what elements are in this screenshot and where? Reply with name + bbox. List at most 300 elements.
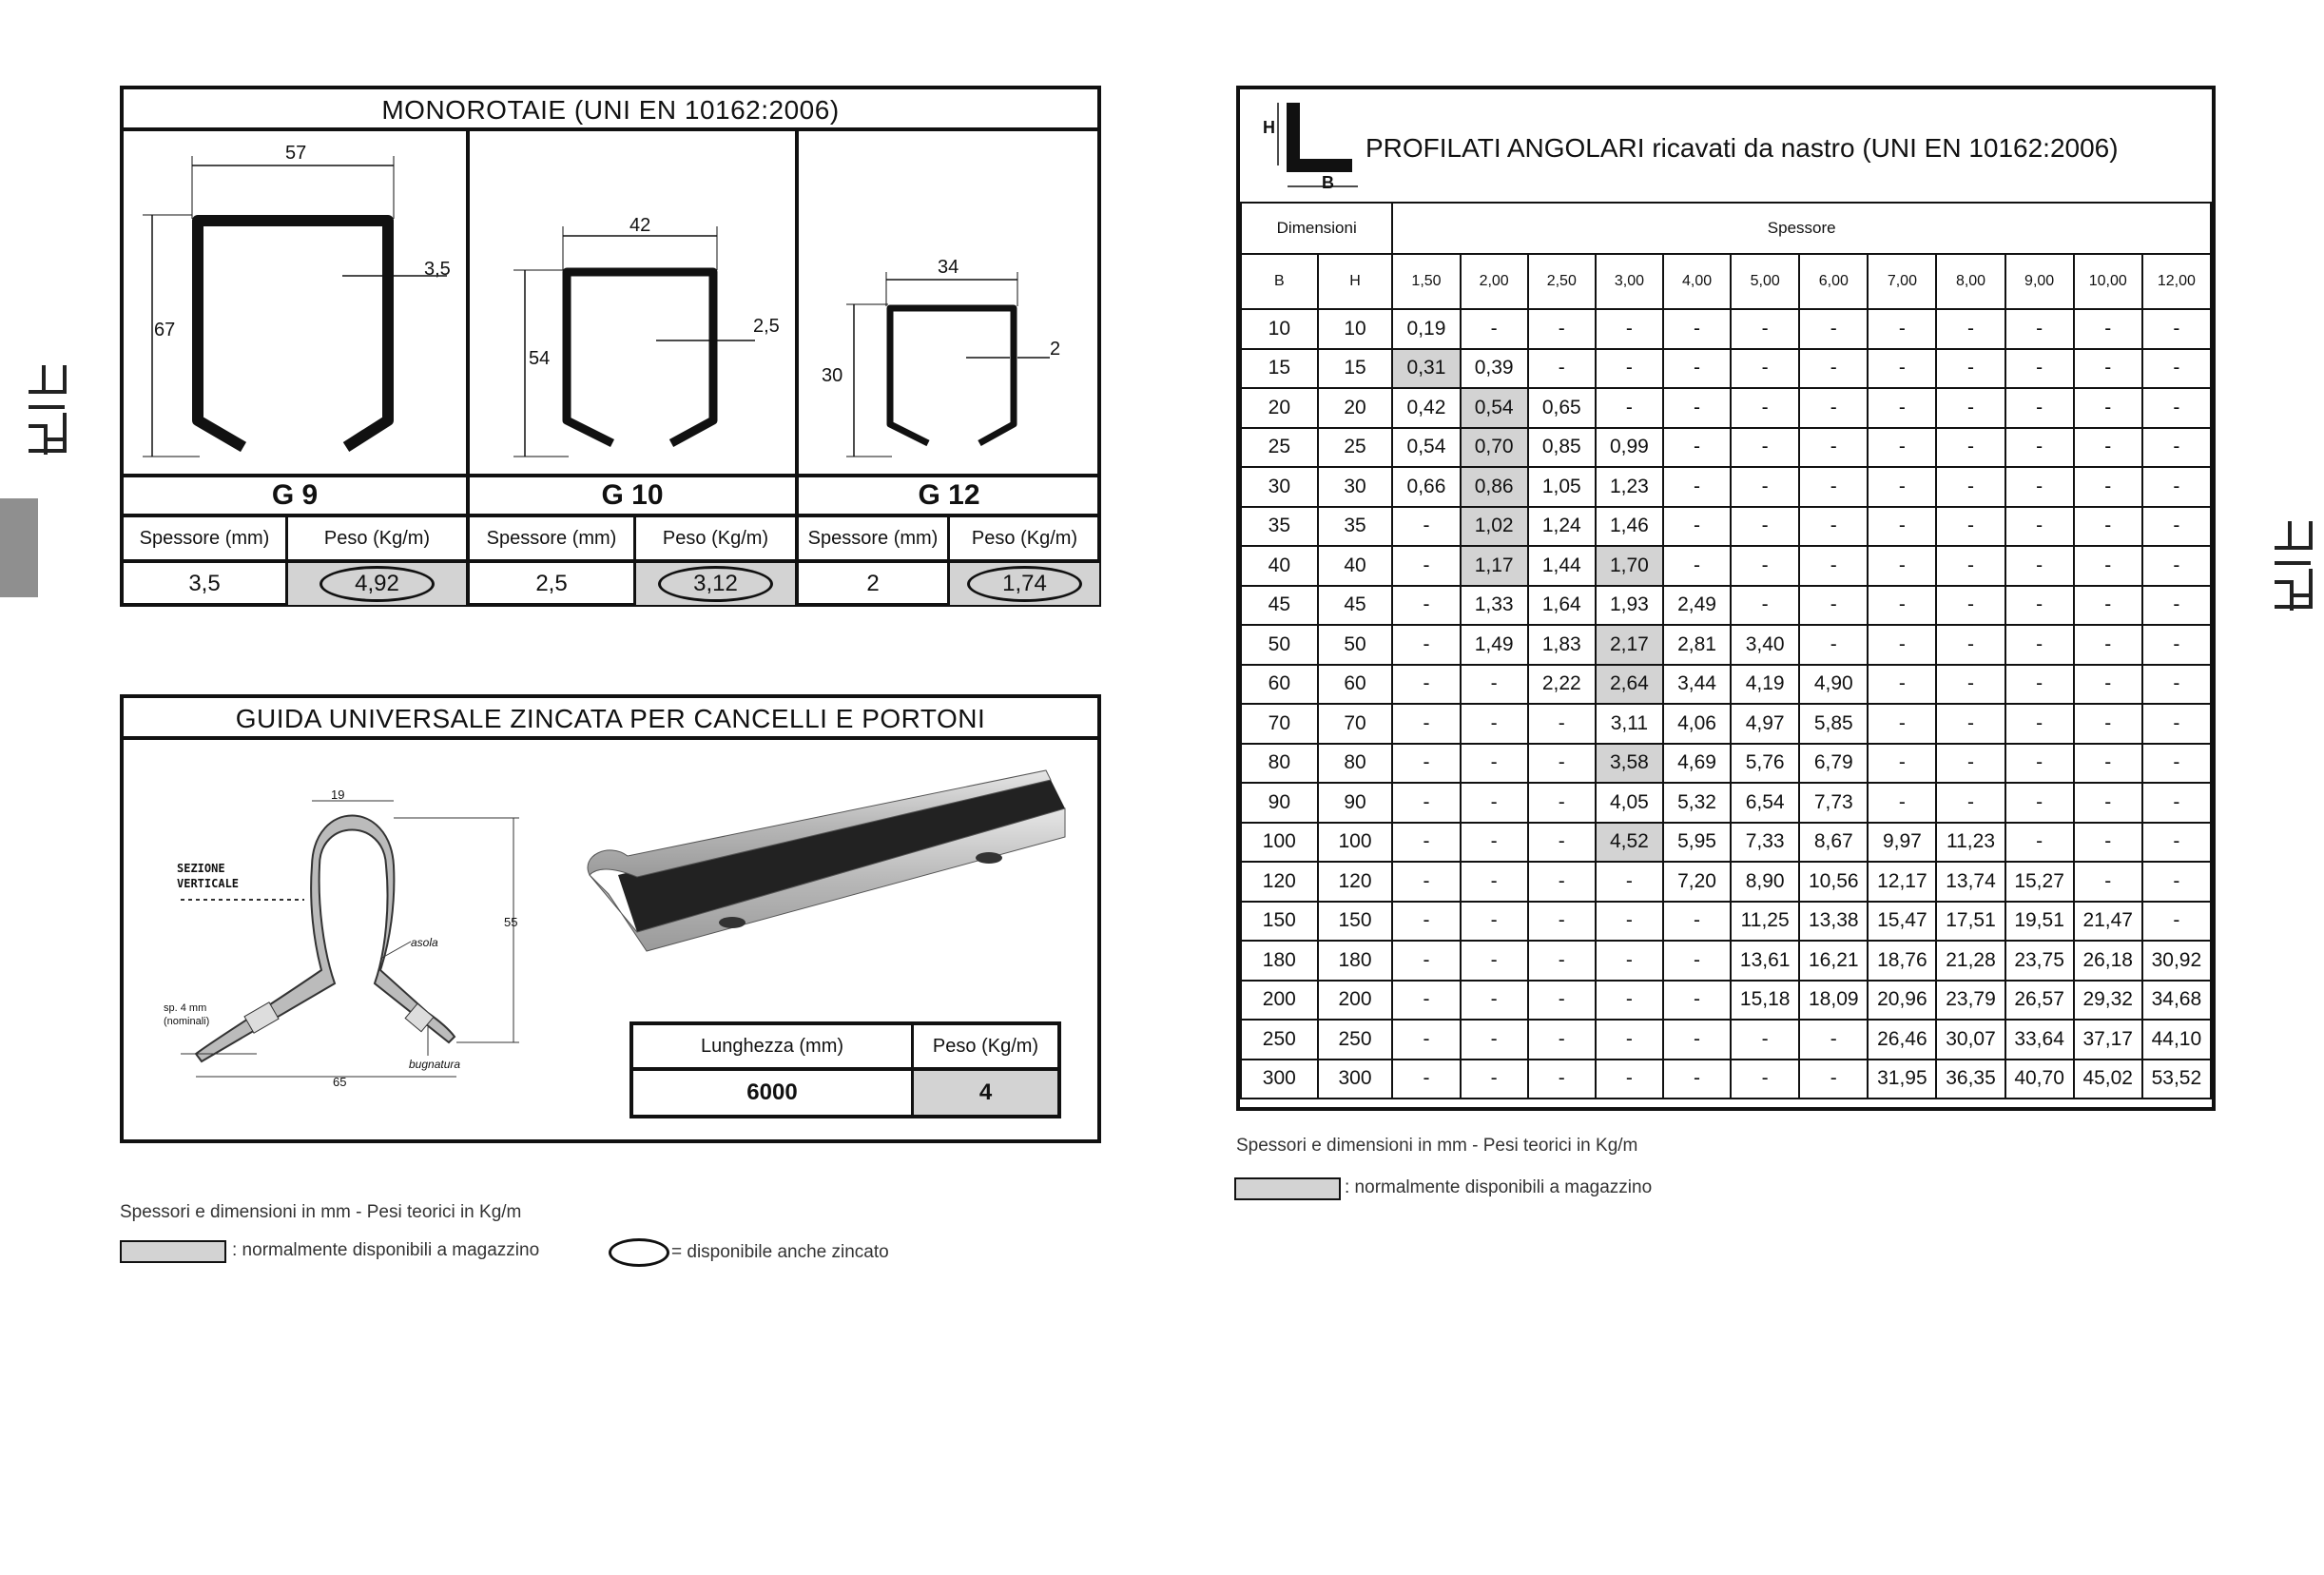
weight-cell: 8,67 bbox=[1799, 823, 1868, 863]
weight-cell: - bbox=[2005, 309, 2074, 349]
weight-cell: - bbox=[2142, 704, 2211, 744]
weight-cell: - bbox=[1392, 744, 1460, 784]
guida-peso-header: Peso (Kg/m) bbox=[932, 1035, 1039, 1057]
weight-cell: 4,06 bbox=[1663, 704, 1731, 744]
b-cell: 20 bbox=[1241, 388, 1318, 428]
weight-cell: 30,07 bbox=[1936, 1020, 2004, 1060]
angle-icon-b: B bbox=[1322, 173, 1334, 192]
weight-cell: - bbox=[1799, 625, 1868, 665]
b-cell: 150 bbox=[1241, 902, 1318, 942]
g10-spessore-header: Spessore (mm) bbox=[486, 527, 617, 549]
weight-cell: - bbox=[2142, 388, 2211, 428]
weight-cell: - bbox=[1868, 309, 1936, 349]
weight-cell: 29,32 bbox=[2074, 981, 2142, 1021]
weight-cell: - bbox=[2142, 823, 2211, 863]
weight-cell: - bbox=[1663, 349, 1731, 389]
weight-cell: - bbox=[1596, 1020, 1663, 1060]
b-cell: 10 bbox=[1241, 309, 1318, 349]
weight-cell: - bbox=[2074, 349, 2142, 389]
weight-cell: - bbox=[1663, 428, 1731, 468]
dimensioni-header: Dimensioni bbox=[1241, 203, 1392, 254]
g9-thickness-label: 3,5 bbox=[424, 259, 451, 280]
table-row bbox=[1241, 349, 2211, 389]
weight-cell: - bbox=[2005, 428, 2074, 468]
weight-cell: 16,21 bbox=[1799, 941, 1868, 981]
g9-peso-header: Peso (Kg/m) bbox=[323, 527, 431, 549]
weight-cell: 1,17 bbox=[1461, 546, 1528, 586]
weight-cell: - bbox=[1799, 586, 1868, 626]
weight-cell: - bbox=[1596, 862, 1663, 902]
weight-cell: - bbox=[1663, 1020, 1731, 1060]
weight-cell: - bbox=[2074, 704, 2142, 744]
weight-cell: 2,17 bbox=[1596, 625, 1663, 665]
weight-cell: 1,49 bbox=[1461, 625, 1528, 665]
weight-cell: - bbox=[1596, 941, 1663, 981]
weight-cell: - bbox=[1461, 902, 1528, 942]
weight-cell: - bbox=[2074, 665, 2142, 705]
weight-cell: 0,54 bbox=[1461, 388, 1528, 428]
weight-cell: - bbox=[1461, 862, 1528, 902]
table-row bbox=[1241, 467, 2211, 507]
g10-peso-cell bbox=[636, 563, 795, 605]
weight-cell: 12,17 bbox=[1868, 862, 1936, 902]
h-cell: 15 bbox=[1318, 349, 1393, 389]
guida-base-dim: 65 bbox=[333, 1075, 347, 1089]
g9-spessore-value: 3,5 bbox=[188, 571, 221, 596]
weight-cell: 7,73 bbox=[1799, 783, 1868, 823]
weight-cell: 34,68 bbox=[2142, 981, 2211, 1021]
g10-name: G 10 bbox=[601, 479, 664, 511]
weight-cell: 30,92 bbox=[2142, 941, 2211, 981]
weight-cell: - bbox=[2005, 507, 2074, 547]
weight-cell: 13,38 bbox=[1799, 902, 1868, 942]
weight-cell: - bbox=[1663, 1060, 1731, 1099]
weight-cell: - bbox=[1663, 546, 1731, 586]
table-row bbox=[1241, 941, 2211, 981]
h-cell: 100 bbox=[1318, 823, 1393, 863]
weight-cell: - bbox=[1392, 507, 1460, 547]
weight-cell: - bbox=[1663, 902, 1731, 942]
table-row bbox=[1241, 981, 2211, 1021]
weight-cell: - bbox=[1528, 981, 1596, 1021]
weight-cell: - bbox=[1731, 467, 1799, 507]
weight-cell: - bbox=[1663, 388, 1731, 428]
weight-cell: - bbox=[1731, 507, 1799, 547]
thickness-header: 1,50 bbox=[1392, 254, 1460, 309]
weight-cell: - bbox=[1392, 665, 1460, 705]
weight-cell: - bbox=[1936, 428, 2004, 468]
g10-spessore-value: 2,5 bbox=[535, 571, 568, 596]
brand-logo-right bbox=[2267, 515, 2318, 614]
weight-cell: 15,47 bbox=[1868, 902, 1936, 942]
h-cell: 25 bbox=[1318, 428, 1393, 468]
weight-cell: - bbox=[2142, 665, 2211, 705]
weight-cell: - bbox=[1936, 586, 2004, 626]
weight-cell: 13,74 bbox=[1936, 862, 2004, 902]
weight-cell: 0,70 bbox=[1461, 428, 1528, 468]
weight-cell: - bbox=[2005, 546, 2074, 586]
h-cell: 35 bbox=[1318, 507, 1393, 547]
g10-drawing bbox=[470, 133, 795, 472]
weight-cell: 36,35 bbox=[1936, 1060, 2004, 1099]
weight-cell: - bbox=[2142, 862, 2211, 902]
weight-cell: - bbox=[1936, 665, 2004, 705]
g10-height-label: 54 bbox=[529, 348, 551, 369]
weight-cell: - bbox=[1528, 823, 1596, 863]
weight-cell: - bbox=[1528, 1060, 1596, 1099]
weight-cell: - bbox=[1392, 586, 1460, 626]
thickness-header: 8,00 bbox=[1936, 254, 2004, 309]
g9-drawing bbox=[133, 133, 466, 472]
weight-cell: - bbox=[1461, 941, 1528, 981]
g12-width-label: 34 bbox=[938, 257, 959, 278]
weight-cell: 17,51 bbox=[1936, 902, 2004, 942]
h-cell: 150 bbox=[1318, 902, 1393, 942]
thickness-header: 2,50 bbox=[1528, 254, 1596, 309]
weight-cell: 1,83 bbox=[1528, 625, 1596, 665]
weight-cell: 1,64 bbox=[1528, 586, 1596, 626]
weight-cell: - bbox=[2142, 467, 2211, 507]
weight-cell: 3,11 bbox=[1596, 704, 1663, 744]
g12-drawing bbox=[799, 133, 1099, 472]
weight-cell: - bbox=[1868, 507, 1936, 547]
table-row bbox=[1241, 744, 2211, 784]
table-row bbox=[1241, 1060, 2211, 1099]
table-row bbox=[1241, 388, 2211, 428]
g12-height-label: 30 bbox=[822, 365, 843, 386]
lunghezza-value: 6000 bbox=[746, 1079, 798, 1105]
guida-height-dim: 55 bbox=[504, 915, 518, 929]
weight-cell: 19,51 bbox=[2005, 902, 2074, 942]
weight-cell: 4,90 bbox=[1799, 665, 1868, 705]
weight-cell: - bbox=[1799, 388, 1868, 428]
guida-rail-photo bbox=[571, 751, 1084, 970]
weight-cell: - bbox=[1392, 823, 1460, 863]
weight-cell: - bbox=[2142, 902, 2211, 942]
weight-cell: - bbox=[1461, 1060, 1528, 1099]
weight-cell: - bbox=[1868, 783, 1936, 823]
angolari-table bbox=[1240, 202, 2212, 1099]
h-cell: 60 bbox=[1318, 665, 1393, 705]
weight-cell: 3,44 bbox=[1663, 665, 1731, 705]
weight-cell: 40,70 bbox=[2005, 1060, 2074, 1099]
b-cell: 90 bbox=[1241, 783, 1318, 823]
weight-cell: 0,85 bbox=[1528, 428, 1596, 468]
weight-cell: - bbox=[1392, 1060, 1460, 1099]
b-cell: 60 bbox=[1241, 665, 1318, 705]
b-cell: 120 bbox=[1241, 862, 1318, 902]
thickness-header: 5,00 bbox=[1731, 254, 1799, 309]
weight-cell: - bbox=[1392, 783, 1460, 823]
weight-cell: 1,93 bbox=[1596, 586, 1663, 626]
spessore-header: Spessore bbox=[1392, 203, 2211, 254]
left-legend-grey-swatch bbox=[120, 1240, 226, 1263]
h-cell: 300 bbox=[1318, 1060, 1393, 1099]
weight-cell: 3,40 bbox=[1731, 625, 1799, 665]
g9-width-label: 57 bbox=[285, 143, 307, 164]
weight-cell: - bbox=[2074, 823, 2142, 863]
weight-cell: - bbox=[2074, 546, 2142, 586]
h-cell: 250 bbox=[1318, 1020, 1393, 1060]
h-cell: 70 bbox=[1318, 704, 1393, 744]
weight-cell: - bbox=[1528, 744, 1596, 784]
thickness-header: 3,00 bbox=[1596, 254, 1663, 309]
weight-cell: 13,61 bbox=[1731, 941, 1799, 981]
g9-peso-cell bbox=[288, 563, 466, 605]
weight-cell: - bbox=[2142, 586, 2211, 626]
weight-cell: - bbox=[1663, 507, 1731, 547]
verticale-label: VERTICALE bbox=[177, 877, 240, 890]
weight-cell: - bbox=[1392, 862, 1460, 902]
left-legend-oval-text: = disponibile anche zincato bbox=[671, 1242, 889, 1262]
h-cell: 50 bbox=[1318, 625, 1393, 665]
weight-cell: 45,02 bbox=[2074, 1060, 2142, 1099]
weight-cell: - bbox=[2074, 388, 2142, 428]
weight-cell: 0,42 bbox=[1392, 388, 1460, 428]
weight-cell: - bbox=[1461, 783, 1528, 823]
weight-cell: 18,09 bbox=[1799, 981, 1868, 1021]
weight-cell: 0,19 bbox=[1392, 309, 1460, 349]
weight-cell: 6,79 bbox=[1799, 744, 1868, 784]
right-legend-grey-swatch bbox=[1234, 1177, 1341, 1200]
weight-cell: 26,46 bbox=[1868, 1020, 1936, 1060]
weight-cell: - bbox=[1461, 704, 1528, 744]
weight-cell: - bbox=[1936, 704, 2004, 744]
g10-width-label: 42 bbox=[629, 215, 651, 236]
weight-cell: - bbox=[1731, 586, 1799, 626]
weight-cell: - bbox=[2005, 349, 2074, 389]
weight-cell: - bbox=[2142, 625, 2211, 665]
weight-cell: 7,33 bbox=[1731, 823, 1799, 863]
weight-cell: - bbox=[1868, 349, 1936, 389]
weight-cell: 1,24 bbox=[1528, 507, 1596, 547]
b-cell: 300 bbox=[1241, 1060, 1318, 1099]
g9-peso-value: 4,92 bbox=[320, 566, 435, 602]
table-row bbox=[1241, 507, 2211, 547]
weight-cell: - bbox=[1731, 546, 1799, 586]
weight-cell: - bbox=[2074, 428, 2142, 468]
b-header: B bbox=[1241, 254, 1318, 309]
g12-peso-value: 1,74 bbox=[967, 566, 1082, 602]
weight-cell: - bbox=[2005, 704, 2074, 744]
weight-cell: 5,95 bbox=[1663, 823, 1731, 863]
thickness-header: 4,00 bbox=[1663, 254, 1731, 309]
table-row bbox=[1241, 665, 2211, 705]
weight-cell: 11,25 bbox=[1731, 902, 1799, 942]
table-row bbox=[1241, 704, 2211, 744]
angolari-title: PROFILATI ANGOLARI ricavati da nastro (UNI EN 10162:2006) bbox=[1365, 133, 2119, 163]
b-cell: 250 bbox=[1241, 1020, 1318, 1060]
weight-cell: - bbox=[1528, 941, 1596, 981]
weight-cell: - bbox=[1936, 388, 2004, 428]
thickness-header: 7,00 bbox=[1868, 254, 1936, 309]
b-cell: 70 bbox=[1241, 704, 1318, 744]
guida-peso-value: 4 bbox=[914, 1071, 1057, 1115]
weight-cell: - bbox=[1936, 744, 2004, 784]
weight-cell: - bbox=[1799, 349, 1868, 389]
weight-cell: - bbox=[1663, 941, 1731, 981]
g9-name: G 9 bbox=[271, 479, 319, 511]
weight-cell: - bbox=[2074, 586, 2142, 626]
weight-cell: - bbox=[2005, 744, 2074, 784]
weight-cell: - bbox=[1461, 823, 1528, 863]
weight-cell: 4,05 bbox=[1596, 783, 1663, 823]
table-row bbox=[1241, 546, 2211, 586]
weight-cell: 0,39 bbox=[1461, 349, 1528, 389]
nominali-label: (nominali) bbox=[164, 1016, 210, 1027]
weight-cell: - bbox=[2005, 586, 2074, 626]
weight-cell: - bbox=[1528, 309, 1596, 349]
weight-cell: - bbox=[1528, 704, 1596, 744]
b-cell: 15 bbox=[1241, 349, 1318, 389]
weight-cell: - bbox=[1936, 546, 2004, 586]
table-row bbox=[1241, 309, 2211, 349]
weight-cell: 4,97 bbox=[1731, 704, 1799, 744]
table-row bbox=[1241, 428, 2211, 468]
weight-cell: - bbox=[2074, 467, 2142, 507]
weight-cell: - bbox=[1868, 388, 1936, 428]
weight-cell: 5,76 bbox=[1731, 744, 1799, 784]
weight-cell: 44,10 bbox=[2142, 1020, 2211, 1060]
weight-cell: 1,33 bbox=[1461, 586, 1528, 626]
weight-cell: 15,18 bbox=[1731, 981, 1799, 1021]
weight-cell: 20,96 bbox=[1868, 981, 1936, 1021]
weight-cell: 0,65 bbox=[1528, 388, 1596, 428]
weight-cell: - bbox=[1596, 349, 1663, 389]
angle-icon-h: H bbox=[1263, 118, 1275, 137]
weight-cell: - bbox=[1596, 981, 1663, 1021]
weight-cell: 0,99 bbox=[1596, 428, 1663, 468]
h-cell: 30 bbox=[1318, 467, 1393, 507]
h-cell: 180 bbox=[1318, 941, 1393, 981]
weight-cell: - bbox=[2142, 783, 2211, 823]
b-cell: 35 bbox=[1241, 507, 1318, 547]
weight-cell: - bbox=[1868, 625, 1936, 665]
table-row bbox=[1241, 902, 2211, 942]
weight-cell: - bbox=[2074, 862, 2142, 902]
b-cell: 200 bbox=[1241, 981, 1318, 1021]
lunghezza-header: Lunghezza (mm) bbox=[700, 1035, 844, 1057]
left-legend-grey-text: : normalmente disponibili a magazzino bbox=[232, 1240, 540, 1260]
weight-cell: 10,56 bbox=[1799, 862, 1868, 902]
bugnatura-label: bugnatura bbox=[409, 1058, 461, 1071]
g12-thickness-label: 2 bbox=[1050, 339, 1061, 360]
right-legend-grey-text: : normalmente disponibili a magazzino bbox=[1345, 1177, 1653, 1197]
weight-cell: 37,17 bbox=[2074, 1020, 2142, 1060]
thickness-header: 9,00 bbox=[2005, 254, 2074, 309]
weight-cell: 21,28 bbox=[1936, 941, 2004, 981]
h-cell: 120 bbox=[1318, 862, 1393, 902]
weight-cell: 1,44 bbox=[1528, 546, 1596, 586]
g10-peso-header: Peso (Kg/m) bbox=[662, 527, 769, 549]
h-cell: 200 bbox=[1318, 981, 1393, 1021]
weight-cell: - bbox=[2005, 388, 2074, 428]
weight-cell: - bbox=[1936, 783, 2004, 823]
weight-cell: - bbox=[1799, 428, 1868, 468]
angle-profile-icon bbox=[1265, 99, 1360, 194]
thickness-header: 12,00 bbox=[2142, 254, 2211, 309]
weight-cell: 1,02 bbox=[1461, 507, 1528, 547]
weight-cell: - bbox=[1528, 349, 1596, 389]
weight-cell: - bbox=[1799, 467, 1868, 507]
weight-cell: - bbox=[2142, 546, 2211, 586]
weight-cell: - bbox=[1528, 862, 1596, 902]
weight-cell: 1,46 bbox=[1596, 507, 1663, 547]
weight-cell: - bbox=[1799, 507, 1868, 547]
h-cell: 45 bbox=[1318, 586, 1393, 626]
weight-cell: 18,76 bbox=[1868, 941, 1936, 981]
thickness-header: 6,00 bbox=[1799, 254, 1868, 309]
table-row bbox=[1241, 1020, 2211, 1060]
weight-cell: - bbox=[1392, 902, 1460, 942]
weight-cell: - bbox=[1528, 902, 1596, 942]
weight-cell: - bbox=[2005, 823, 2074, 863]
weight-cell: - bbox=[1461, 665, 1528, 705]
weight-cell: - bbox=[1731, 428, 1799, 468]
weight-cell: 0,66 bbox=[1392, 467, 1460, 507]
weight-cell: 4,52 bbox=[1596, 823, 1663, 863]
weight-cell: 2,22 bbox=[1528, 665, 1596, 705]
weight-cell: - bbox=[1731, 309, 1799, 349]
weight-cell: 5,32 bbox=[1663, 783, 1731, 823]
weight-cell: - bbox=[1799, 546, 1868, 586]
weight-cell: 9,97 bbox=[1868, 823, 1936, 863]
weight-cell: - bbox=[1392, 981, 1460, 1021]
weight-cell: - bbox=[1936, 309, 2004, 349]
b-cell: 30 bbox=[1241, 467, 1318, 507]
weight-cell: 23,75 bbox=[2005, 941, 2074, 981]
sp-label: sp. 4 mm bbox=[164, 1002, 207, 1014]
weight-cell: - bbox=[1731, 1060, 1799, 1099]
table-row bbox=[1241, 823, 2211, 863]
weight-cell: 2,64 bbox=[1596, 665, 1663, 705]
g9-height-label: 67 bbox=[154, 320, 176, 340]
weight-cell: 7,20 bbox=[1663, 862, 1731, 902]
weight-cell: - bbox=[2074, 783, 2142, 823]
h-cell: 20 bbox=[1318, 388, 1393, 428]
weight-cell: 53,52 bbox=[2142, 1060, 2211, 1099]
guida-title: GUIDA UNIVERSALE ZINCATA PER CANCELLI E PORTONI bbox=[235, 704, 986, 733]
weight-cell: - bbox=[1528, 1020, 1596, 1060]
thickness-header: 2,00 bbox=[1461, 254, 1528, 309]
weight-cell: 33,64 bbox=[2005, 1020, 2074, 1060]
g9-spessore-header: Spessore (mm) bbox=[139, 527, 270, 549]
table-row bbox=[1241, 862, 2211, 902]
weight-cell: - bbox=[1799, 309, 1868, 349]
weight-cell: - bbox=[1799, 1060, 1868, 1099]
weight-cell: - bbox=[2005, 625, 2074, 665]
b-cell: 80 bbox=[1241, 744, 1318, 784]
weight-cell: 1,23 bbox=[1596, 467, 1663, 507]
g12-peso-cell bbox=[950, 563, 1099, 605]
weight-cell: - bbox=[1868, 586, 1936, 626]
weight-cell: 0,31 bbox=[1392, 349, 1460, 389]
b-cell: 40 bbox=[1241, 546, 1318, 586]
h-cell: 80 bbox=[1318, 744, 1393, 784]
weight-cell: 5,85 bbox=[1799, 704, 1868, 744]
weight-cell: - bbox=[1663, 467, 1731, 507]
weight-cell: - bbox=[2005, 467, 2074, 507]
weight-cell: 3,58 bbox=[1596, 744, 1663, 784]
thickness-header: 10,00 bbox=[2074, 254, 2142, 309]
g12-spessore-value: 2 bbox=[866, 571, 880, 596]
weight-cell: 26,57 bbox=[2005, 981, 2074, 1021]
weight-cell: 1,70 bbox=[1596, 546, 1663, 586]
weight-cell: 8,90 bbox=[1731, 862, 1799, 902]
table-row bbox=[1241, 783, 2211, 823]
weight-cell: - bbox=[2074, 507, 2142, 547]
weight-cell: - bbox=[1528, 783, 1596, 823]
